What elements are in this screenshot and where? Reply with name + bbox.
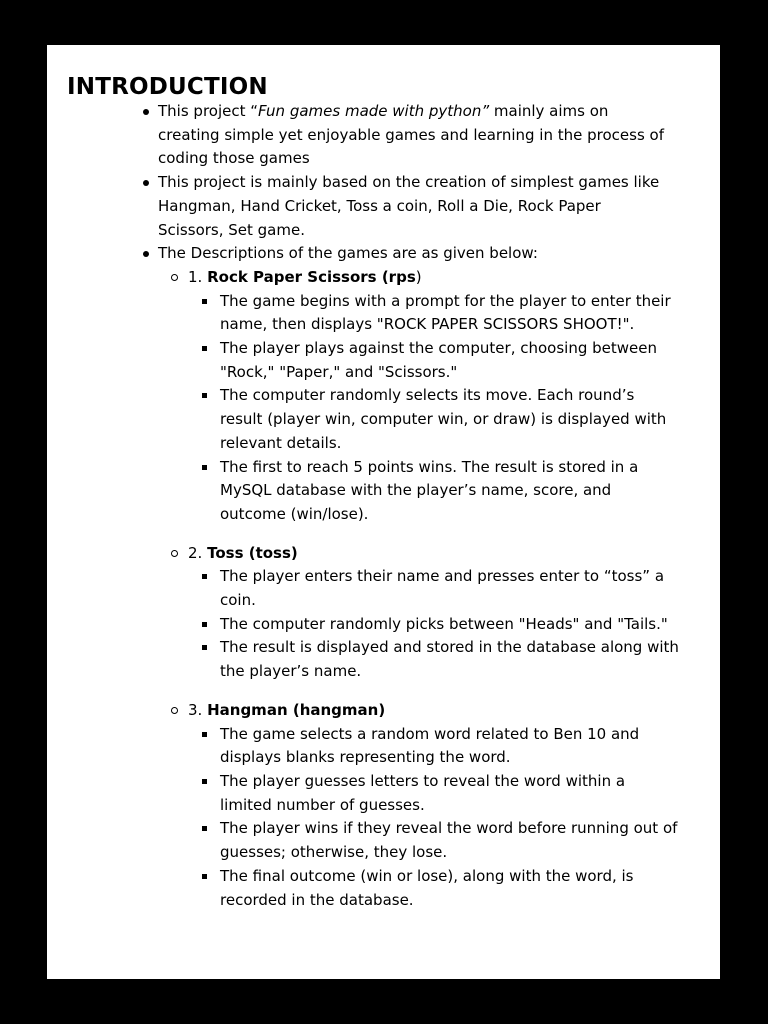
intro-item-1: [47, 100, 668, 171]
game-detail-text: The computer randomly selects its move. Each round’s result (player win, computer win, or draw) is displayed with relevant details.: [220, 386, 667, 452]
game-detail: [47, 865, 680, 912]
game-detail-text: The player guesses letters to reveal the word within a limited number of guesses.: [220, 771, 626, 814]
game-detail: [47, 817, 680, 864]
game-detail-text: The player wins if they reveal the word before running out of guesses; otherwise, they lose.: [220, 819, 678, 862]
bullet-square-icon: [202, 874, 207, 879]
game-heading-toss: [47, 542, 688, 566]
bullet-square-icon: [202, 465, 207, 470]
bullet-square-icon: [202, 299, 207, 304]
game-detail-text: The computer randomly picks between "Heads" and "Tails.": [220, 614, 668, 633]
page-heading: INTRODUCTION: [67, 74, 268, 100]
bullet-circle-icon: [171, 707, 178, 714]
game-detail: [47, 723, 680, 770]
game-detail-text: The player plays against the computer, choosing between "Rock," "Paper," and "Scissors.": [220, 339, 657, 381]
content-body: [47, 100, 720, 912]
game-heading-hangman: [47, 699, 688, 723]
document-page: [47, 45, 720, 979]
game-detail-text: The first to reach 5 points wins. The result is stored in a MySQL database with the player’s name, score, and outcome (win/lose).: [220, 457, 639, 523]
game-detail-text: The player enters their name and presses enter to “toss” a coin.: [220, 567, 665, 610]
bullet-square-icon: [202, 622, 207, 627]
bullet-disc-icon: [143, 180, 149, 186]
game-title: Toss (toss): [207, 543, 298, 562]
intro-item-1-suffix: mainly aims on creating simple yet enjoyable games and learning in the process of coding those games: [158, 102, 665, 168]
intro-item-3-text: The Descriptions of the games are as given below:: [158, 244, 538, 263]
game-detail-text: The result is displayed and stored in the database along with the player’s name.: [220, 638, 679, 681]
game-title: Rock Paper Scissors (rps: [207, 267, 416, 286]
game-detail: [47, 337, 680, 384]
game-title-tail: ): [415, 267, 422, 286]
game-detail: [47, 565, 680, 612]
intro-item-3: [47, 242, 668, 266]
intro-item-2: [47, 171, 668, 242]
game-detail: [47, 456, 680, 527]
game-detail: [47, 384, 680, 455]
game-title: Hangman (hangman): [207, 700, 386, 719]
bullet-square-icon: [202, 645, 207, 650]
intro-item-2-text: This project is mainly based on the creation of simplest games like Hangman, Hand Cricket, Toss a coin, Roll a Die, Rock Paper Scissors, Set game.: [158, 173, 660, 239]
game-number: 3.: [188, 700, 208, 719]
game-heading-rps: [47, 266, 688, 290]
game-detail-text: The final outcome (win or lose), along with the word, is recorded in the database.: [220, 866, 634, 909]
game-detail: [47, 613, 680, 637]
game-number: 1.: [188, 267, 208, 286]
game-detail-text: The game begins with a prompt for the player to enter their name, then displays "ROCK PAPER SCISSORS SHOOT!".: [220, 291, 671, 334]
bullet-square-icon: [202, 779, 207, 784]
bullet-circle-icon: [171, 274, 178, 281]
bullet-square-icon: [202, 826, 207, 831]
game-detail: [47, 290, 680, 337]
bullet-square-icon: [202, 393, 207, 398]
bullet-circle-icon: [171, 550, 178, 557]
game-number: 2.: [188, 543, 208, 562]
bullet-disc-icon: [143, 109, 149, 115]
game-detail: [47, 770, 680, 817]
game-detail: [47, 636, 680, 683]
project-title: Fun games made with python”: [258, 102, 490, 120]
bullet-square-icon: [202, 574, 207, 579]
game-detail-text: The game selects a random word related to Ben 10 and displays blanks representing the word.: [220, 724, 640, 767]
intro-item-1-prefix: This project “: [158, 102, 259, 120]
bullet-square-icon: [202, 732, 207, 737]
bullet-disc-icon: [143, 251, 149, 257]
bullet-square-icon: [202, 346, 207, 351]
